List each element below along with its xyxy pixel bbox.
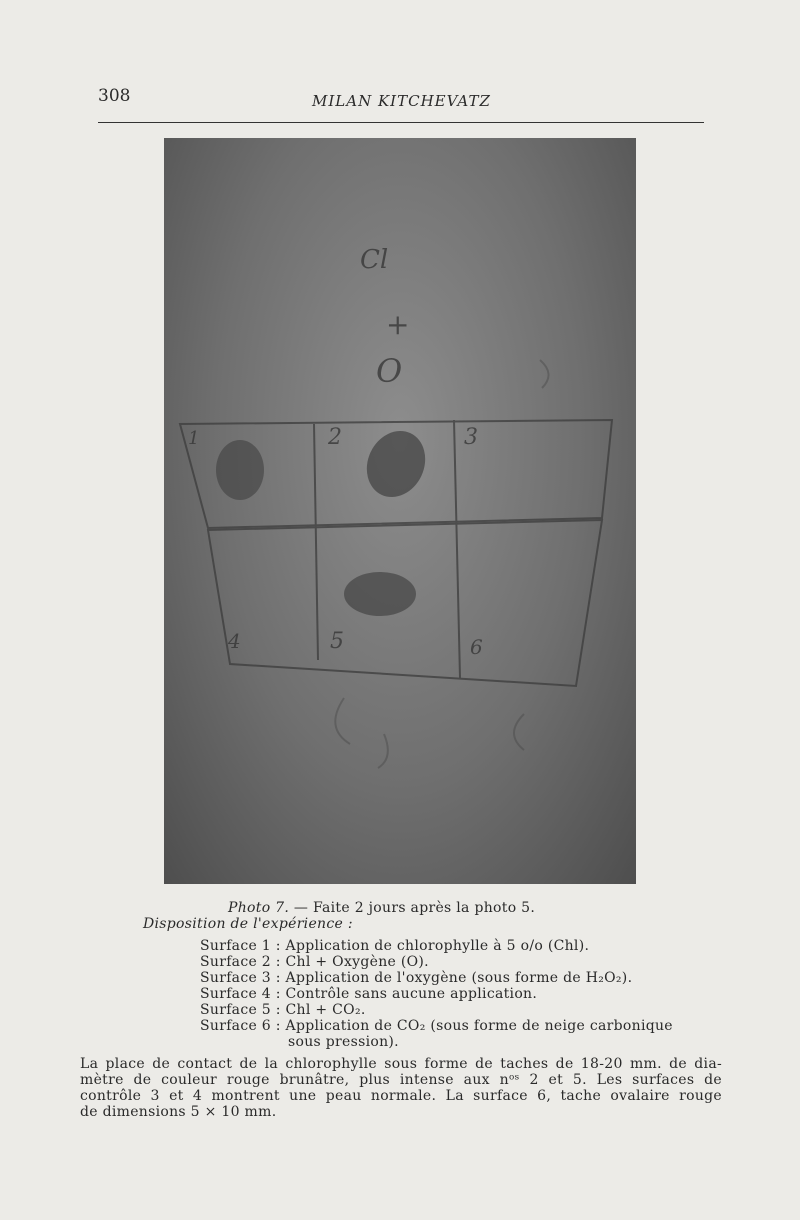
label-n3: 3 bbox=[464, 425, 478, 450]
label-n6: 6 bbox=[470, 635, 483, 659]
surface-3: Surface 3 : Application de l'oxygène (sous forme de H₂O₂). bbox=[200, 970, 633, 986]
spot-1 bbox=[216, 440, 264, 500]
photo-drawing bbox=[164, 138, 636, 884]
surface-4: Surface 4 : Contrôle sans aucune application. bbox=[200, 986, 538, 1002]
spot-2 bbox=[356, 421, 435, 506]
label-n2: 2 bbox=[328, 425, 342, 450]
spot-5 bbox=[344, 572, 416, 616]
label-n5: 5 bbox=[330, 629, 344, 654]
surface-6: Surface 6 : Application de CO₂ (sous forme de neige carbonique bbox=[200, 1018, 673, 1034]
surface-6-cont: sous pression). bbox=[288, 1034, 399, 1050]
surface-5: Surface 5 : Chl + CO₂. bbox=[200, 1002, 366, 1018]
experiment-photo bbox=[164, 138, 636, 884]
photo-label: Photo 7. bbox=[228, 900, 290, 916]
page-number: 308 bbox=[98, 86, 131, 106]
surface-1: Surface 1 : Application de chlorophylle à 5 o/o (Chl). bbox=[200, 938, 590, 954]
paragraph-line-4: de dimensions 5 × 10 mm. bbox=[80, 1104, 277, 1120]
paragraph-line-1: La place de contact de la chlorophylle sous forme de taches de 18-20 mm. de dia- bbox=[80, 1056, 722, 1072]
header-rule bbox=[98, 122, 704, 123]
caption-subtitle: Disposition de l'expérience : bbox=[143, 916, 353, 932]
label-n1: 1 bbox=[188, 428, 200, 449]
surface-2: Surface 2 : Chl + Oxygène (O). bbox=[200, 954, 429, 970]
label-n4: 4 bbox=[228, 629, 241, 653]
paragraph-line-3: contrôle 3 et 4 montrent une peau normale. La surface 6, tache ovalaire rouge bbox=[80, 1088, 722, 1104]
paragraph-line-2: mètre de couleur rouge brunâtre, plus intense aux nᵒˢ 2 et 5. Les surfaces de bbox=[80, 1072, 722, 1088]
label-cl: Cl bbox=[360, 245, 389, 275]
running-head: MILAN KITCHEVATZ bbox=[312, 92, 491, 110]
caption-title-rest: — Faite 2 jours après la photo 5. bbox=[289, 900, 536, 916]
caption-title bbox=[228, 900, 535, 916]
label-o: O bbox=[376, 352, 403, 390]
label-plus: + bbox=[386, 308, 410, 341]
